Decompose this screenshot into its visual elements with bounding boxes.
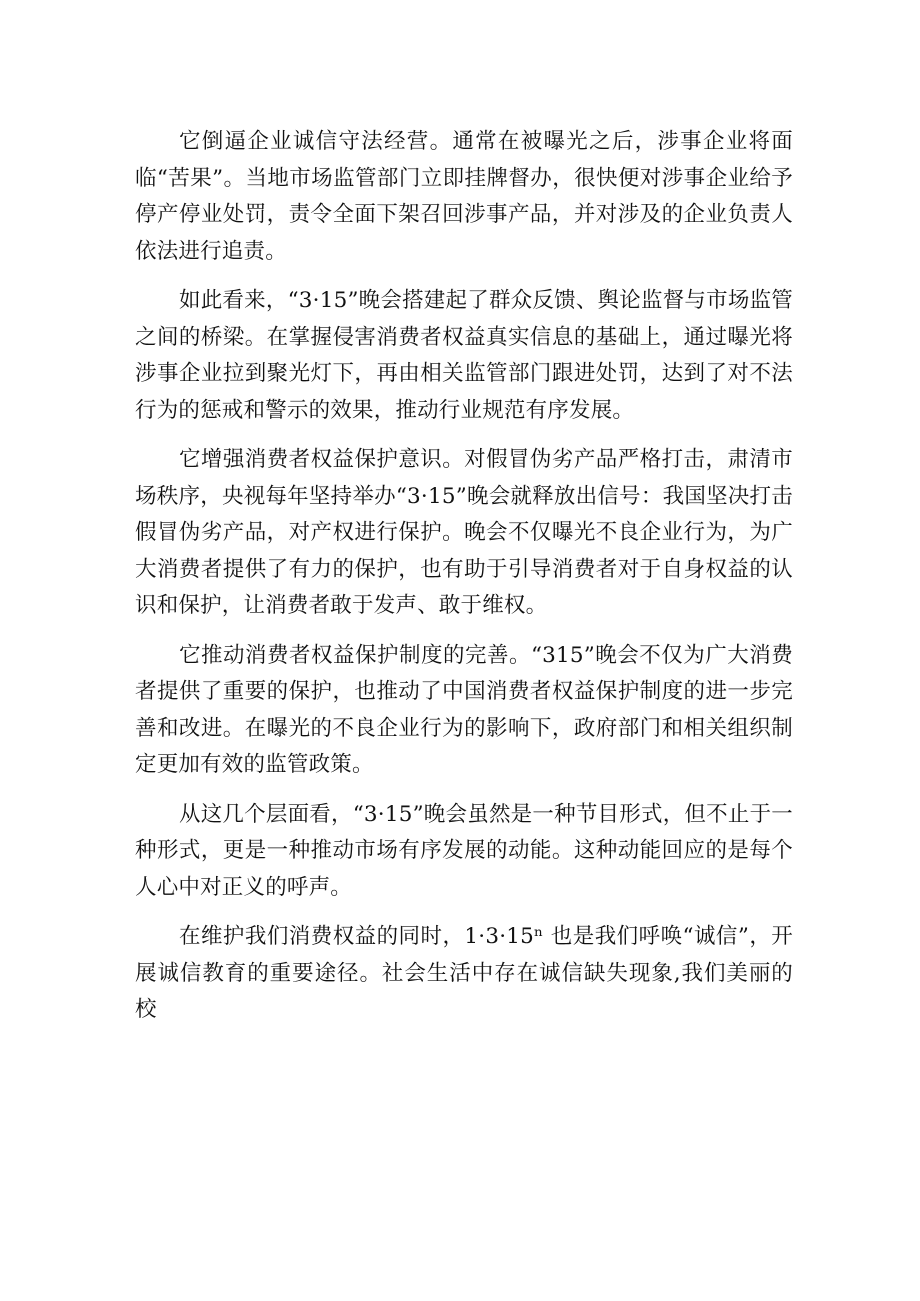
paragraph-5: 从这几个层面看，“3·15”晚会虽然是一种节目形式，但不止于一种形式，更是一种推动市场有序发展的动能。这种动能回应的是每个人心中对正义的呼声。 (135, 801, 793, 900)
paragraph-6: 在维护我们消费权益的同时，1·3·15ⁿ 也是我们呼唤“诚信”，开展诚信教育的重要途径。社会生活中存在诚信缺失现象,我们美丽的校 (135, 924, 793, 1022)
paragraph-1: 它倒逼企业诚信守法经营。通常在被曝光之后，涉事企业将面临“苦果”。当地市场监管部门立即挂牌督办，很快便对涉事企业给予停产停业处罚，责令全面下架召回涉事产品，并对涉及的企业负责人依法进行追责。 (135, 129, 793, 264)
paragraph-2: 如此看来，“3·15”晚会搭建起了群众反馈、舆论监督与市场监管之间的桥梁。在掌握侵害消费者权益真实信息的基础上，通过曝光将涉事企业拉到聚光灯下，再由相关监管部门跟进处罚，达到了对不法行为的惩戒和警示的效果，推动行业规范有序发展。 (135, 288, 793, 423)
paragraph-3: 它增强消费者权益保护意识。对假冒伪劣产品严格打击，肃清市场秩序，央视每年坚持举办“3·15”晚会就释放出信号：我国坚决打击假冒伪劣产品，对产权进行保护。晚会不仅曝光不良企业行为，为广大消费者提供了有力的保护，也有助于引导消费者对于自身权益的认识和保护，让消费者敢于发声、敢于维权。 (135, 447, 793, 618)
paragraph-4: 它推动消费者权益保护制度的完善。“315”晚会不仅为广大消费者提供了重要的保护，也推动了中国消费者权益保护制度的进一步完善和改进。在曝光的不良企业行为的影响下，政府部门和相关组织制定更加有效的监管政策。 (135, 642, 793, 777)
document-body (135, 124, 793, 1042)
